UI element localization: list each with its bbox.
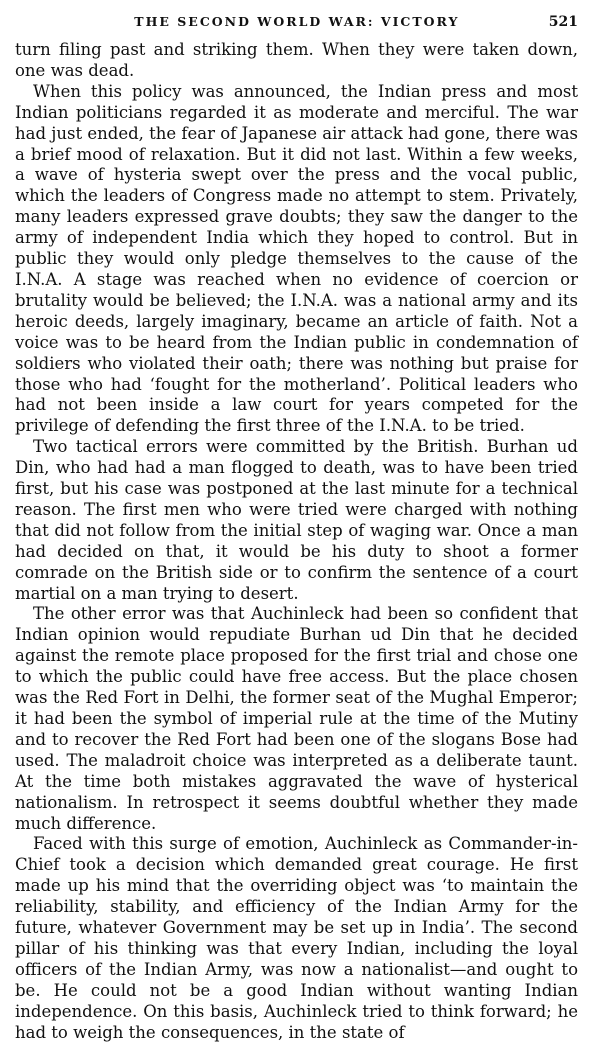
page-number: 521: [548, 14, 578, 30]
page-header: [15, 14, 578, 40]
body-text: [15, 40, 578, 1044]
paragraph-continuation: turn filing past and striking them. When they were taken down, one was dead.: [15, 40, 578, 80]
paragraph: Two tactical errors were committed by the British. Burhan ud Din, who had had a man flogged to death, was to have been tried first, but his case was postponed at the last minute for a technical reason. The first men who were tried were charged with nothing that did not follow from the initial step of waging war. Once a man had decided on that, it would be his duty to shoot a former comrade on the British side or to confirm the sentence of a court martial on a man trying to desert.: [15, 437, 578, 603]
running-title: THE SECOND WORLD WAR: VICTORY: [134, 14, 460, 29]
paragraph: When this policy was announced, the Indian press and most Indian politicians regarded it as moderate and merciful. The war had just ended, the fear of Japanese air attack had gone, there was a brief mood of relaxation. But it did not last. Within a few weeks, a wave of hysteria swept over the press and the vocal public, which the leaders of Congress made no attempt to stem. Privately, many leaders expressed grave doubts; they saw the danger to the army of independent India which they hoped to control. But in public they would only pledge themselves to the cause of the I.N.A. A stage was reached when no evidence of coercion or brutality would be believed; the I.N.A. was a national army and its heroic deeds, largely imaginary, became an article of faith. Not a voice was to be heard from the Indian public in condemnation of soldiers who violated their oath; there was nothing but praise for those who had ‘fought for the motherland’. Political leaders who had not been inside a law court for years competed for the privilege of defending the first three of the I.N.A. to be tried.: [15, 81, 578, 436]
paragraph: The other error was that Auchinleck had been so confident that Indian opinion would repudiate Burhan ud Din that he decided against the remote place proposed for the first trial and chose one to which the public could have free access. But the place chosen was the Red Fort in Delhi, the former seat of the Mughal Emperor; it had been the symbol of imperial rule at the time of the Mutiny and to recover the Red Fort had been one of the slogans Bose had used. The maladroit choice was interpreted as a deliberate taunt. At the time both mistakes aggravated the wave of hysterical nationalism. In retrospect it seems doubtful whether they made much difference.: [15, 604, 578, 833]
paragraph: Faced with this surge of emotion, Auchinleck as Commander-in-Chief took a decision which demanded great courage. He first made up his mind that the overriding object was ‘to maintain the reliability, stability, and efficiency of the Indian Army for the future, whatever Government may be set up in India’. The second pillar of his thinking was that every Indian, including the loyal officers of the Indian Army, was now a nationalist—and ought to be. He could not be a good Indian without wanting Indian independence. On this basis, Auchinleck tried to think forward; he had to weigh the consequences, in the state of: [15, 834, 578, 1042]
